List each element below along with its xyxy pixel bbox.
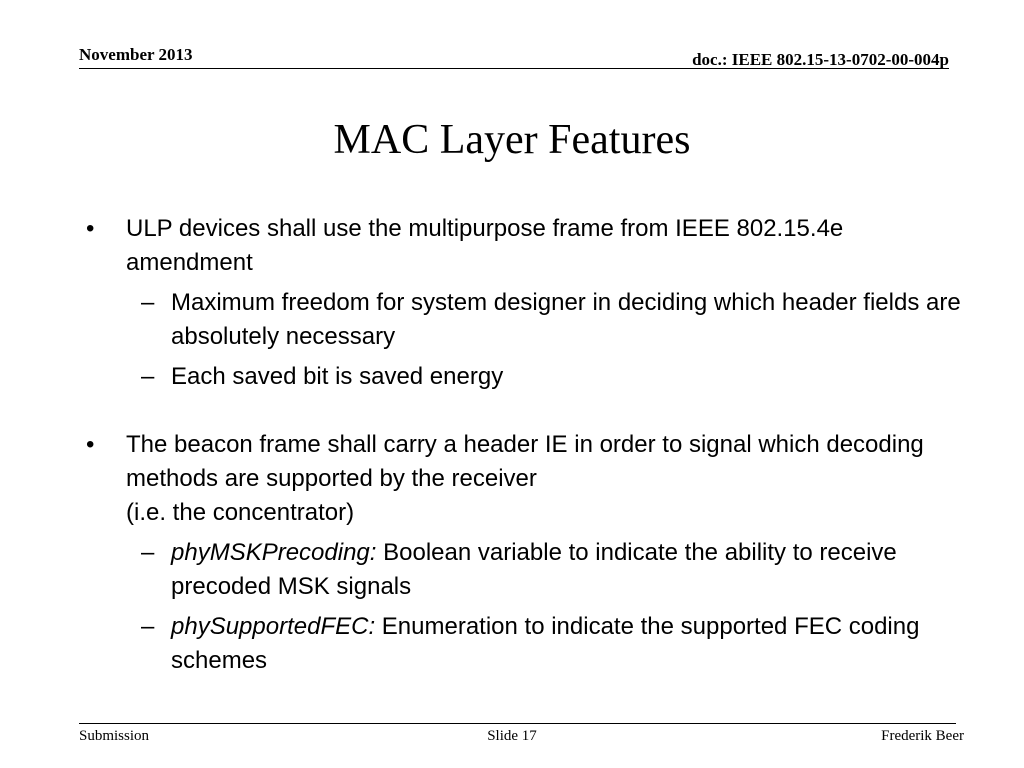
bullet-1-sub-1-text: Maximum freedom for system designer in deciding which header fields are absolutely necessary xyxy=(171,289,961,350)
term-phymskprecoding: phyMSKPrecoding: xyxy=(171,539,377,566)
dash-marker: – xyxy=(141,363,155,390)
bullet-2-text: The beacon frame shall carry a header IE in order to signal which decoding methods are supported by the receiver xyxy=(126,431,924,492)
bullet-1-sub-2 xyxy=(86,360,964,394)
bullet-1-text: ULP devices shall use the multipurpose frame from IEEE 802.15.4e amendment xyxy=(126,215,844,276)
bullet-2-sub-1-text: Boolean variable to indicate the ability to receive precoded MSK signals xyxy=(171,539,897,600)
footer-author: Frederik Beer xyxy=(881,728,964,744)
footer-slide-number: Slide 17 xyxy=(487,728,537,744)
term-physupportedfec: phySupportedFEC: xyxy=(171,613,376,640)
bullet-marker: • xyxy=(86,215,95,242)
slide-content xyxy=(86,212,964,678)
footer-submission: Submission xyxy=(79,728,150,744)
bullet-1-sub-1 xyxy=(86,286,964,354)
dash-marker: – xyxy=(141,539,155,566)
bullet-2-sub-1 xyxy=(86,536,964,604)
dash-marker: – xyxy=(141,289,155,316)
slide-title: MAC Layer Features xyxy=(333,117,691,163)
bullet-2-sub-2-text: Enumeration to indicate the supported FEC coding schemes xyxy=(171,613,920,674)
header-doc-id: doc.: IEEE 802.15-13-0702-00-004p xyxy=(692,50,949,69)
bullet-1-sub-2-text: Each saved bit is saved energy xyxy=(171,363,504,390)
bullet-marker: • xyxy=(86,431,95,458)
bullet-2-text-cont: (i.e. the concentrator) xyxy=(126,499,355,526)
dash-marker: – xyxy=(141,613,155,640)
header-date: November 2013 xyxy=(79,45,193,64)
bullet-1 xyxy=(86,212,964,280)
bullet-2-sub-2 xyxy=(86,610,964,678)
footer-divider xyxy=(79,723,956,724)
bullet-2 xyxy=(86,428,964,530)
header-divider xyxy=(79,68,949,69)
